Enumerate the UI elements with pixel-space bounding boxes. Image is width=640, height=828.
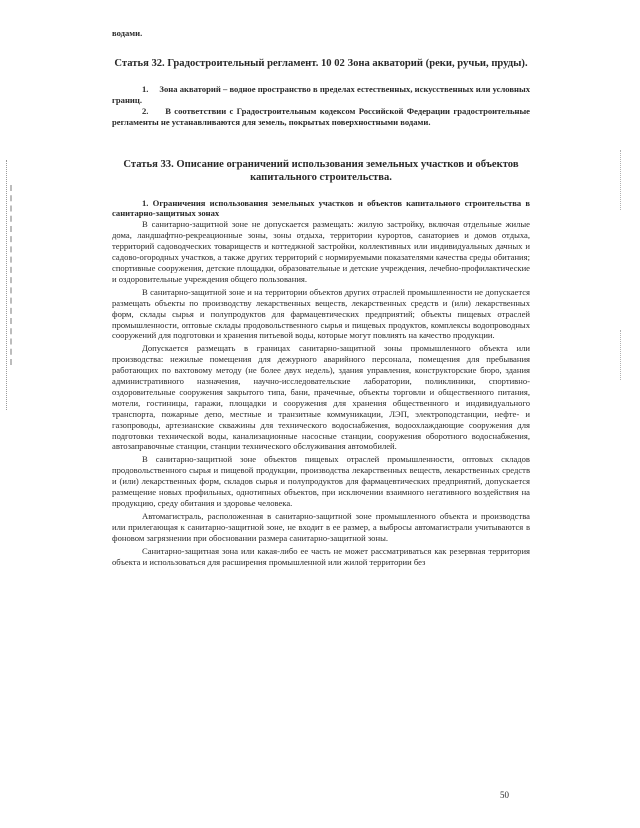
paragraph: Санитарно-защитная зона или какая-либо ее часть не может рассматриваться как резервная территория объекта и использоваться для расширения промышленной или жилой территории без — [112, 545, 530, 567]
margin-binding-marks — [6, 160, 19, 410]
article-32-item-1: 1. Зона акваторий – водное пространство в пределах естественных, искусственных или условных границ. — [112, 83, 530, 105]
paragraph: В санитарно-защитной зоне и на территории объектов других отраслей промышленности не допускается размещать объекты по производству лекарственных веществ, лекарственных средств и (или) лекарственных форм, склады сырья и полупродуктов для фармацевтических предприятий; объекты пищевых отраслей промышленности, оптовые склады продовольственного сырья и пищевых продуктов, комплексы водопроводных сооружений для подготовки и хранения питьевой воды, которые могут повлиять на качество продукции. — [112, 286, 530, 341]
article-33-title: Статья 33. Описание ограничений использования земельных участков и объектов капитального строительства. — [123, 158, 519, 183]
article-33-subtitle: 1. Ограничения использования земельных участков и объектов капитального строительства в санитарно-защитных зонах — [112, 197, 530, 219]
lead-fragment: водами. — [112, 28, 143, 38]
paragraph: Допускается размещать в границах санитарно-защитной зоны промышленного объекта или производства: нежилые помещения для дежурного аварийного персонала, помещения для пребывания работающих по вахтовому методу (не более двух недель), здания управления, конструкторские бюро, здания административного назначения, научно-исследовательские лаборатории, поликлиники, спортивно-оздоровительные сооружения закрытого типа, бани, прачечные, объекты торговли и общественного питания, мотели, гостиницы, гаражи, площадки и сооружения для хранения общественного и индивидуального транспорта, пожарные депо, местные и транзитные коммуникации, ЛЭП, электроподстанции, нефте- и газопроводы, артезианские скважины для технического водоснабжения, водоохлаждающие сооружения для подготовки технической воды, канализационные насосные станции, сооружения оборотного водоснабжения, автозаправочные станции, станции технического обслуживания автомобилей. — [112, 343, 530, 452]
article-32-item-2: 2. В соответствии с Градостроительным кодексом Российской Федерации градостроительные регламенты не устанавливаются для земель, покрытых поверхностными водами. — [112, 105, 530, 127]
paragraph: Автомагистраль, расположенная в санитарно-защитной зоне промышленного объекта и производства или прилегающая к санитарно-защитной зоне, не входит в ее размер, а выбросы автомагистрали учитываются в фоновом загрязнении при обосновании размера санитарно-защитной зоны. — [112, 510, 530, 543]
paragraph: В санитарно-защитной зоне объектов пищевых отраслей промышленности, оптовых складов продовольственного сырья и пищевой продукции, производства лекарственных веществ, лекарственных средств и (или) лекарственных форм, складов сырья и полупродуктов для фармацевтических предприятий, допускается размещение новых профильных, однотипных объектов, при исключении взаимного негативного воздействия на продукцию, среду обитания и здоровье человека. — [112, 454, 530, 508]
page-number: 50 — [500, 790, 509, 800]
article-32-title: Статья 32. Градостроительный регламент. 10 02 Зона акваторий (реки, ручьи, пруды). — [114, 57, 528, 69]
right-margin-mark — [620, 330, 622, 380]
document-page — [112, 28, 530, 569]
right-margin-mark — [620, 150, 622, 210]
paragraph: В санитарно-защитной зоне не допускается размещать: жилую застройку, включая отдельные жилые дома, ландшафтно-рекреационные зоны, зоны отдыха, территории курортов, санаториев и домов отдыха, территорий садоводческих товариществ и коттеджной застройки, коллективных или индивидуальных дачных и садово-огородных участков, а также других территорий с нормируемыми показателями качества среды обитания; спортивные сооружения, детские площадки, образовательные и детские учреждения, лечебно-профилактические и оздоровительные учреждения общего пользования. — [112, 219, 530, 284]
